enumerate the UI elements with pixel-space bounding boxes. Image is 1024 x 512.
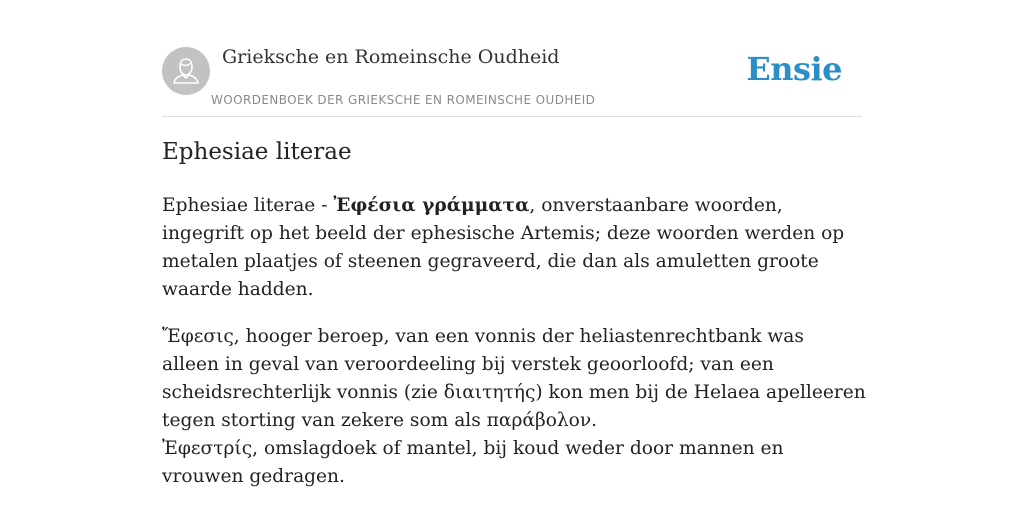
author-name[interactable]: Grieksche en Romeinsche Oudheid bbox=[222, 46, 560, 68]
definition-text: , onverstaanbare woorden, ingegrift op het beeld der ephesische Artemis; deze woorden werden op metalen plaatjes of steenen gegraveerd, die dan als amuletten groote waarde hadden. bbox=[162, 195, 845, 300]
article-body bbox=[162, 192, 866, 491]
related-entry-ephestris: Ἐφεστρίς, omslagdoek of mantel, bij koud weder door mannen en vrouwen gedragen. bbox=[162, 438, 784, 487]
related-paragraph bbox=[162, 323, 866, 491]
term-separator: - bbox=[315, 195, 334, 216]
ensie-logo[interactable]: Ensie bbox=[746, 50, 842, 88]
page-header bbox=[162, 40, 862, 117]
definition-paragraph bbox=[162, 192, 866, 304]
greek-term: Ἐφέσια γράμματα bbox=[333, 195, 530, 216]
page-title: Ephesiae literae bbox=[162, 139, 352, 165]
author-avatar[interactable] bbox=[162, 47, 210, 95]
related-entry-ephesis: Ἔφεσις, hooger beroep, van een vonnis der heliastenrechtbank was alleen in geval van veroordeeling bij verstek geoorloofd; van een scheidsrechterlijk vonnis (zie διαιτητής) kon men bij de Helaea apelleeren tegen storting van zekere som als παράβολον. bbox=[162, 326, 866, 431]
definition-term: Ephesiae literae bbox=[162, 195, 316, 216]
dictionary-subtitle[interactable]: WOORDENBOEK DER GRIEKSCHE EN ROMEINSCHE OUDHEID bbox=[211, 93, 596, 107]
user-silhouette-icon bbox=[162, 47, 210, 95]
